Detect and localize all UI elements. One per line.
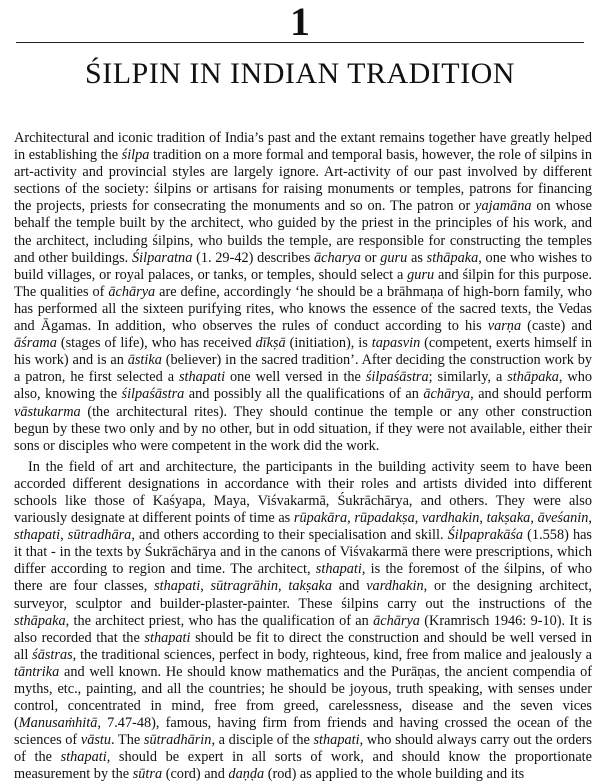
book-page bbox=[8, 0, 593, 783]
text-run: (rod) as applied to the whole building and its bbox=[264, 766, 525, 783]
italic-term: vardhakin bbox=[421, 510, 480, 527]
text-run: , the traditional sciences, perfect in body, righteous, kind, free from malice and jealously a bbox=[72, 646, 592, 663]
text-run: should be fit to direct the construction and should be well versed in all bbox=[14, 629, 592, 663]
text-run: , should be expert in all sorts of work, and should know the proportionate measurement by the bbox=[14, 749, 592, 783]
text-run: , or the designing architect, surveyor, sculptor and builder-plaster-painter. These śilpins carry out the instructions of the bbox=[14, 578, 592, 612]
text-run: , and should perform bbox=[470, 386, 592, 403]
italic-term: sthapati bbox=[60, 749, 107, 766]
italic-term: vāstukarma bbox=[14, 403, 81, 420]
text-run: , one who wishes to build villages, or royal palaces, or tanks, or temples, should select a bbox=[14, 249, 593, 283]
text-run: , bbox=[414, 510, 422, 527]
text-run: and śilpin for this purpose. The qualities of bbox=[14, 266, 592, 300]
text-run: , bbox=[200, 578, 211, 595]
text-run: (initiation), is bbox=[285, 335, 372, 352]
text-run: , bbox=[479, 510, 487, 527]
italic-term: sūtra bbox=[132, 766, 163, 783]
italic-term: sthāpaka bbox=[14, 612, 66, 629]
italic-term: varṇa bbox=[487, 318, 522, 335]
text-run: and well known. He should know mathematics and the Purāṇas, the ancient compendia of myths, etc., painting, and all the countries; he should be joyous, truth speaking, with senses under control, concentrated in mind, free from greed, carelessness, disease and the seven vices ( bbox=[14, 663, 592, 732]
italic-term: śilpaśāstra bbox=[121, 386, 185, 403]
text-run: (cord) and bbox=[162, 766, 229, 783]
text-run: , the architect priest, who has the qualification of an bbox=[65, 612, 374, 629]
italic-term: rūpakāra bbox=[293, 510, 348, 527]
text-run: are define, accordingly ‘he should be a brāhmaṇa of high-born family, who has performed all the sixteen purifying rites, who knows the essence of the sacred texts, the Vedas and Āgamas. In addition, who observes the rules of conduct according to his bbox=[14, 283, 592, 335]
text-run: , who also, knowing the bbox=[14, 369, 592, 403]
text-run: (1. 29-42) describes bbox=[192, 249, 315, 266]
italic-term: rūpadakṣa bbox=[354, 510, 415, 527]
italic-term: āstika bbox=[127, 352, 162, 369]
italic-term: āchārya bbox=[373, 612, 420, 629]
text-run: (Kramrisch 1946: 9-10). It is also recorded that the bbox=[14, 612, 592, 646]
italic-term: sthāpaka bbox=[507, 369, 559, 386]
italic-term: takṣaka bbox=[486, 510, 531, 527]
italic-term: guru bbox=[380, 249, 408, 266]
text-run: Architectural and iconic tradition of India’s past and the extant remains together have greatly helped in establishing the bbox=[14, 130, 592, 164]
italic-term: śāstras bbox=[32, 646, 73, 663]
italic-term: Manusaṁhitā bbox=[18, 715, 98, 732]
text-run: (competent, exerts himself in his work) and is an bbox=[14, 335, 592, 369]
text-run: , bbox=[278, 578, 289, 595]
chapter-number: 1 bbox=[290, 0, 310, 44]
text-run: (caste) and bbox=[521, 318, 592, 335]
italic-term: sūtradhārin bbox=[143, 732, 212, 749]
italic-term: āveśanin bbox=[537, 510, 589, 527]
text-run: as bbox=[407, 249, 427, 266]
italic-term: sthapati bbox=[14, 527, 61, 544]
italic-term: sūtragrāhin bbox=[210, 578, 279, 595]
header-rule bbox=[16, 42, 584, 43]
italic-term: vardhakin bbox=[366, 578, 424, 595]
text-run: (stages of life), who has received bbox=[56, 335, 256, 352]
text-run: , bbox=[588, 510, 592, 527]
italic-term: śilpaśāstra bbox=[365, 369, 429, 386]
italic-term: śilpa bbox=[121, 147, 150, 164]
text-run: (1.558) has it that - in the texts by Śukrāchārya and in the canons of Viśvakarmā there were prescriptions, which differ according to region and time. The architect, bbox=[14, 527, 593, 578]
italic-term: Śilpaprakāśa bbox=[447, 527, 524, 544]
italic-term: sūtradhāra bbox=[67, 527, 132, 544]
text-run: or bbox=[360, 249, 381, 266]
italic-term: ācharya bbox=[314, 249, 361, 266]
text-run: one well versed in the bbox=[225, 369, 366, 386]
chapter-body bbox=[14, 130, 592, 784]
text-run: . The bbox=[111, 732, 144, 749]
text-run: , bbox=[347, 510, 355, 527]
italic-term: āchārya bbox=[108, 283, 156, 300]
italic-term: dīkṣā bbox=[255, 335, 286, 352]
text-run: , 7.47-48), famous, having firm from friends and having crossed the ocean of the sciences of bbox=[14, 715, 592, 749]
italic-term: āśrama bbox=[14, 335, 57, 352]
italic-term: guru bbox=[407, 266, 435, 283]
text-run: and bbox=[332, 578, 367, 595]
paragraph-1 bbox=[14, 130, 592, 455]
text-run: , bbox=[530, 510, 538, 527]
text-run: (the architectural rites). They should continue the temple or any other construction begun by these two only and by no other, but in odd situation, if they were not available, either their sons or disciples who were competent in the work did the work. bbox=[14, 403, 592, 454]
text-run: tradition on a more formal and temporal basis, however, the role of silpins in art-activity and provincial styles are largely ignore. Art-activity of our past involved by different sections of the society: śilpins or artisans for raising monuments or temples, patrons for financing the projects, priests for consecrating the monuments and so on. The patron or bbox=[14, 147, 592, 215]
italic-term: sthapati bbox=[315, 561, 362, 578]
italic-term: āchārya bbox=[423, 386, 471, 403]
italic-term: tapasvin bbox=[371, 335, 421, 352]
italic-term: sthapati bbox=[178, 369, 226, 386]
text-run: , bbox=[60, 527, 68, 544]
italic-term: tāntrika bbox=[14, 663, 60, 680]
chapter-title: ŚILPIN IN INDIAN TRADITION bbox=[85, 57, 515, 90]
italic-term: vāstu bbox=[80, 732, 112, 749]
text-run: ; similarly, a bbox=[428, 369, 508, 386]
paragraph-2 bbox=[14, 459, 592, 784]
italic-term: Śilparatna bbox=[131, 249, 193, 266]
text-run: , is the foremost of the śilpins, of who there are four classes, bbox=[14, 561, 592, 595]
italic-term: daṇḍa bbox=[228, 766, 265, 783]
text-run: , who should always carry out the orders of the bbox=[14, 732, 592, 766]
text-run: and possibly all the qualifications of an bbox=[184, 386, 424, 403]
text-run: , a disciple of the bbox=[211, 732, 314, 749]
italic-term: takṣaka bbox=[288, 578, 333, 595]
text-run: , and others according to their specialisation and skill. bbox=[131, 527, 448, 544]
text-run: (believer) in the sacred tradition’. After deciding the construction work by a patron, he first selected a bbox=[14, 352, 592, 386]
text-run: In the field of art and architecture, the participants in the building activity seem to have been accorded different designations in accordance with their roles and artists divided into different schools like those of Kaśyapa, Maya, Viśvakarmā, Śukrāchārya, and others. They were also variously designate at different points of time as bbox=[14, 458, 592, 527]
text-run: on whose behalf the temple built by the architect, who guided by the priest in the principles of his work, and the architect, including śilpins, who builds the temple, are responsible for constructing the temples and other buildings. bbox=[14, 198, 592, 266]
italic-term: yajamāna bbox=[475, 198, 532, 215]
italic-term: sthapati bbox=[154, 578, 201, 595]
italic-term: sthapati bbox=[144, 629, 191, 646]
italic-term: sthāpaka bbox=[426, 249, 479, 266]
italic-term: sthapati bbox=[313, 732, 360, 749]
